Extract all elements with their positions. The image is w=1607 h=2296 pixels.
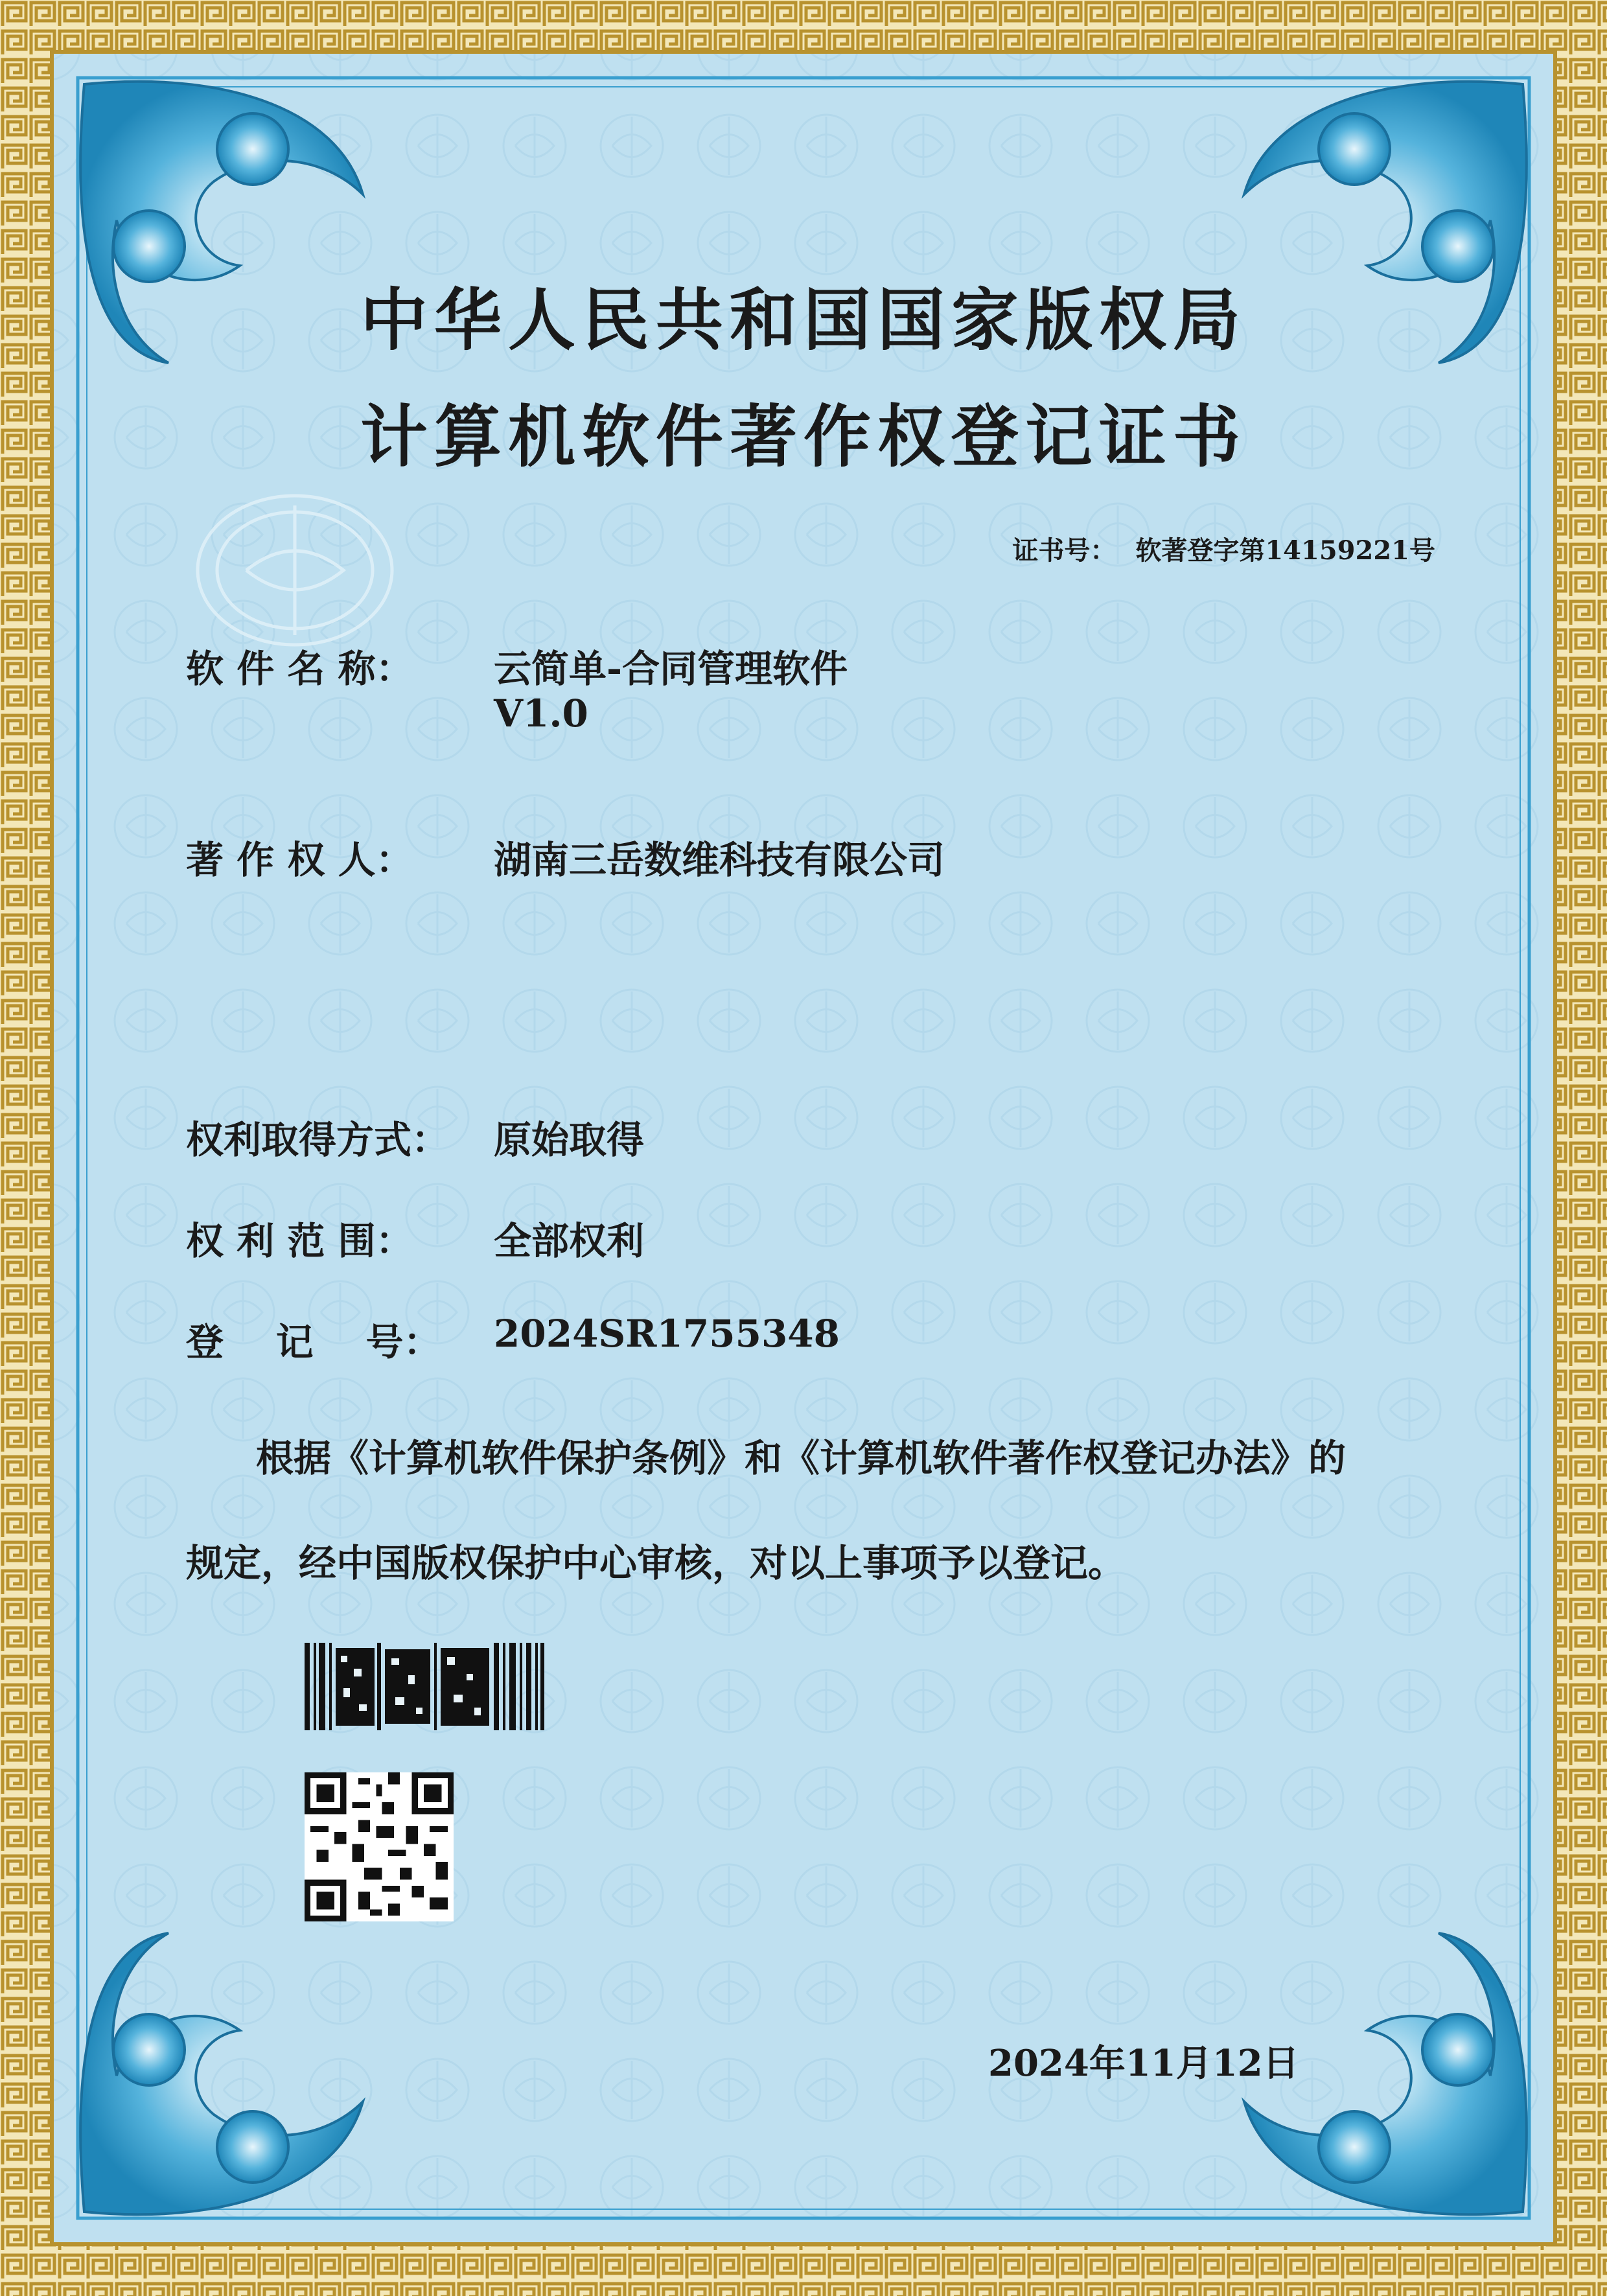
copyright-owner-value: 湖南三岳数维科技有限公司 xyxy=(494,838,945,882)
certificate-number xyxy=(1012,530,1435,567)
copyright-owner-label: 著 作 权 人： xyxy=(186,838,413,882)
certificate-number-label: 证书号： xyxy=(1012,535,1116,566)
software-name-value: 云简单-合同管理软件 xyxy=(494,647,848,691)
certificate-number-value: 软著登字第14159221号 xyxy=(1135,535,1435,566)
rights-scope-value: 全部权利 xyxy=(494,1219,645,1263)
certificate-title-line2: 计算机软件著作权登记证书 xyxy=(360,397,1247,476)
barcode-image xyxy=(305,1643,544,1730)
rights-scope-label: 权 利 范 围： xyxy=(186,1219,413,1263)
registration-number-label: 登 记 号： xyxy=(186,1320,441,1364)
software-name-label: 软 件 名 称： xyxy=(186,647,413,691)
issue-date: 2024年11月12日 xyxy=(988,2042,1299,2085)
acquisition-method-value: 原始取得 xyxy=(494,1118,645,1162)
statement-line1: 根据《计算机软件保护条例》和《计算机软件著作权登记办法》的 xyxy=(256,1436,1347,1480)
qr-code-image xyxy=(305,1772,454,1921)
registration-number-value: 2024SR1755348 xyxy=(494,1312,840,1356)
acquisition-method-label: 权利取得方式： xyxy=(186,1118,450,1162)
certificate-title-line1: 中华人民共和国国家版权局 xyxy=(360,281,1247,360)
statement-line2: 规定，经中国版权保护中心审核，对以上事项予以登记。 xyxy=(186,1541,1126,1585)
software-version-value: V1.0 xyxy=(494,691,588,736)
